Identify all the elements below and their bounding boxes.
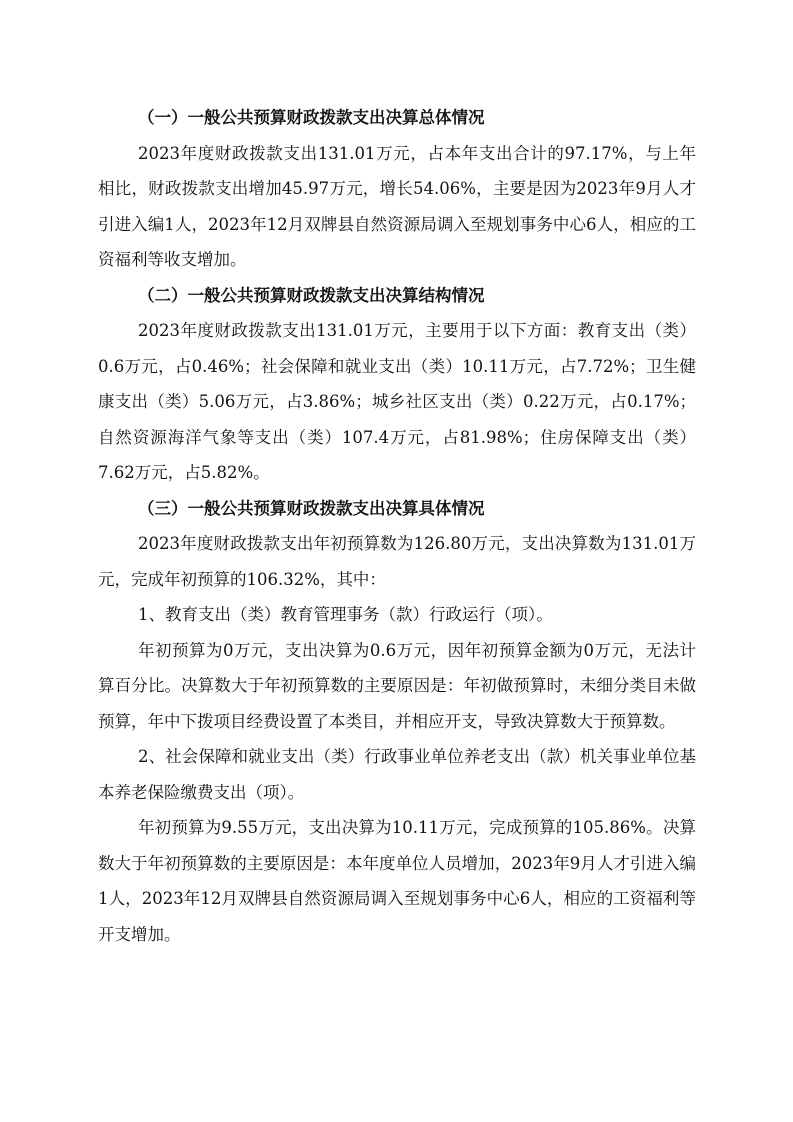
document-body [98, 100, 696, 952]
paragraph: 年初预算为9.55万元，支出决算为10.11万元，完成预算的105.86%。决算数大于年初预算数的主要原因是：本年度单位人员增加，2023年9月人才引进入编1人，2023年12月双牌县自然资源局调入至规划事务中心6人，相应的工资福利等开支增加。 [98, 818, 696, 944]
paragraph: 2023年度财政拨款支出131.01万元，占本年支出合计的97.17%，与上年相比，财政拨款支出增加45.97万元，增长54.06%，主要是因为2023年9月人才引进入编1人，2023年12月双牌县自然资源局调入至规划事务中心6人，相应的工资福利等收支增加。 [98, 143, 696, 269]
section-heading: （二）一般公共预算财政拨款支出决算结构情况 [138, 285, 485, 305]
section-overall [98, 100, 696, 278]
paragraph: 2023年度财政拨款支出131.01万元，主要用于以下方面：教育支出（类）0.6万元，占0.46%；社会保障和就业支出（类）10.11万元，占7.72%；卫生健康支出（类）5.06万元，占3.86%；城乡社区支出（类）0.22万元，占0.17%；自然资源海洋气象等支出（类）107.4万元，占81.98%；住房保障支出（类）7.62万元，占5.82%。 [98, 321, 696, 482]
section-details [98, 491, 696, 953]
paragraph: 年初预算为0万元，支出决算为0.6万元，因年初预算金额为0万元，无法计算百分比。决算数大于年初预算数的主要原因是：年初做预算时，未细分类目未做预算，年中下拨项目经费设置了本类目，并相应开支，导致决算数大于预算数。 [98, 640, 696, 731]
section-structure [98, 278, 696, 491]
section-heading: （三）一般公共预算财政拨款支出决算具体情况 [138, 498, 485, 518]
section-heading: （一）一般公共预算财政拨款支出决算总体情况 [138, 108, 485, 127]
paragraph: 2、社会保障和就业支出（类）行政事业单位养老支出（款）机关事业单位基本养老保险缴费支出（项）。 [98, 747, 696, 802]
paragraph: 2023年度财政拨款支出年初预算数为126.80万元，支出决算数为131.01万元，完成年初预算的106.32%，其中： [98, 534, 696, 589]
paragraph: 1、教育支出（类）教育管理事务（款）行政运行（项）。 [138, 605, 553, 624]
